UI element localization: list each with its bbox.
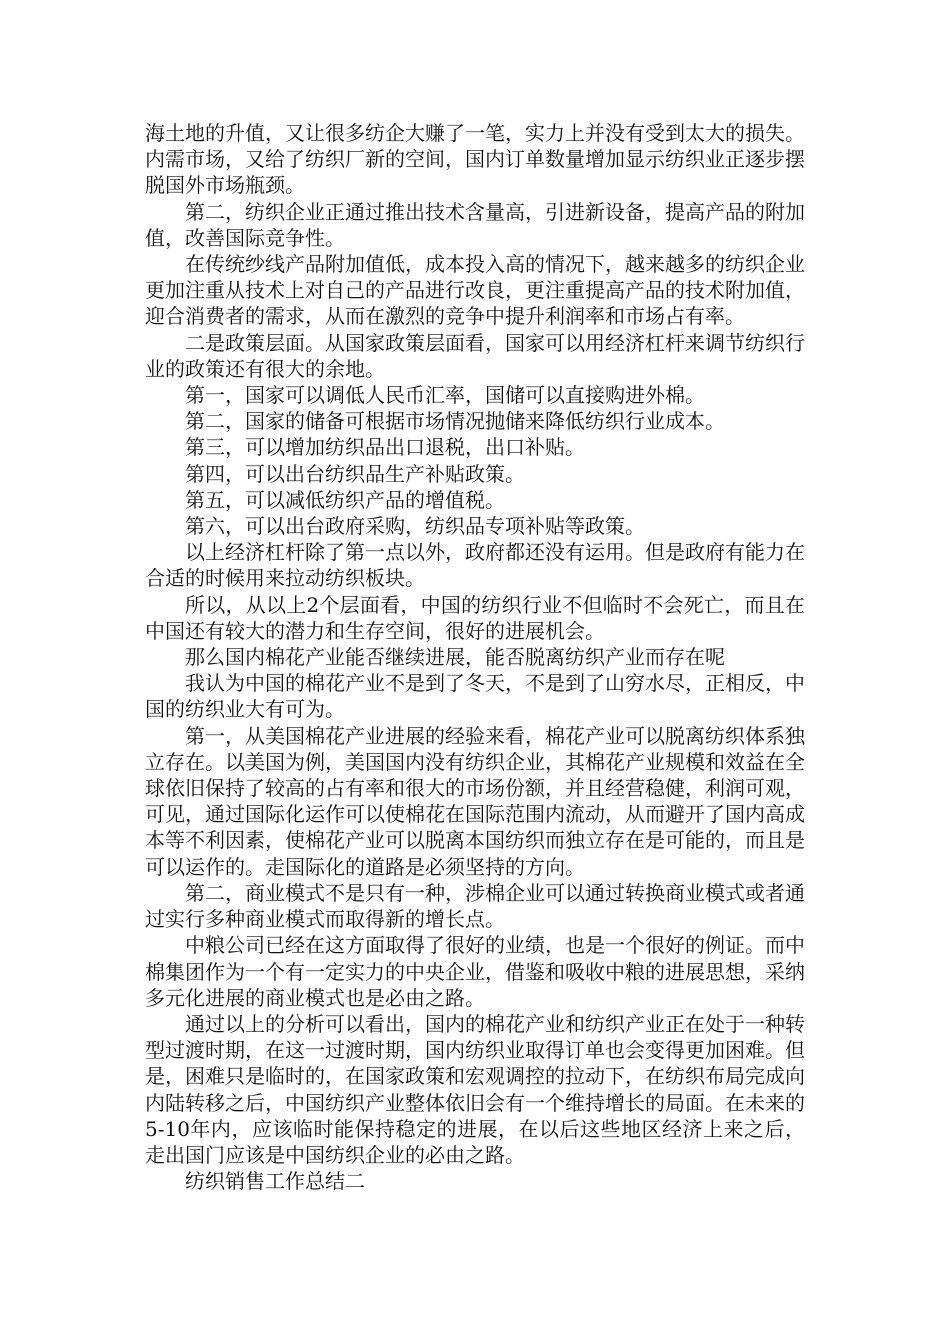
document-body bbox=[145, 120, 805, 1194]
paragraph: 第一，国家可以调低人民币汇率，国储可以直接购进外棉。 bbox=[185, 383, 705, 408]
paragraph: 第五，可以减低纺织产品的增值税。 bbox=[185, 487, 505, 512]
paragraph: 第六，可以出台政府采购，纺织品专项补贴等政策。 bbox=[185, 514, 645, 539]
paragraph: 在传统纱线产品附加值低，成本投入高的情况下，越来越多的纺织企业更加注重从技术上对自己的产品进行改良，更注重提高产品的技术附加值，迎合消费者的需求，从而在激烈的竞争中提升利润率和市场占有率。 bbox=[145, 252, 805, 329]
paragraph: 以上经济杠杆除了第一点以外，政府都还没有运用。但是政府有能力在合适的时候用来拉动纺织板块。 bbox=[145, 540, 805, 591]
paragraph: 第一，从美国棉花产业进展的经验来看，棉花产业可以脱离纺织体系独立存在。以美国为例，美国国内没有纺织企业，其棉花产业规模和效益在全球依旧保持了较高的占有率和很大的市场份额，并且经营稳健，利润可观，可见，通过国际化运作可以使棉花在国际范围内流动，从而避开了国内高成本等不利因素，使棉花产业可以脱离本国纺织而独立存在是可能的，而且是可以运作的。走国际化的道路是必须坚持的方向。 bbox=[145, 723, 805, 879]
paragraph: 二是政策层面。从国家政策层面看，国家可以用经济杠杆来调节纺织行业的政策还有很大的余地。 bbox=[145, 330, 805, 381]
paragraph: 第二，纺织企业正通过推出技术含量高，引进新设备，提高产品的附加值，改善国际竞争性。 bbox=[145, 199, 805, 250]
paragraph: 第三，可以增加纺织品出口退税，出口补贴。 bbox=[185, 435, 585, 460]
section-heading: 纺织销售工作总结二 bbox=[185, 1169, 365, 1194]
paragraph: 第四，可以出台纺织品生产补贴政策。 bbox=[185, 461, 525, 486]
paragraph: 我认为中国的棉花产业不是到了冬天，不是到了山穷水尽，正相反，中国的纺织业大有可为。 bbox=[145, 671, 805, 722]
paragraph: 那么国内棉花产业能否继续进展，能否脱离纺织产业而存在呢 bbox=[185, 645, 725, 670]
paragraph: 通过以上的分析可以看出，国内的棉花产业和纺织产业正在处于一种转型过渡时期，在这一过渡时期，国内纺织业取得订单也会变得更加困难。但是，困难只是临时的，在国家政策和宏观调控的拉动下，在纺织布局完成向内陆转移之后，中国纺织产业整体依旧会有一个维持增长的局面。在未来的5-10年内，应该临时能保持稳定的进展，在以后这些地区经济上来之后，走出国门应该是中国纺织企业的必由之路。 bbox=[145, 1011, 805, 1167]
paragraph-continuation: 海土地的升值，又让很多纺企大赚了一笔，实力上并没有受到太大的损失。内需市场，又给了纺织厂新的空间，国内订单数量增加显示纺织业正逐步摆脱国外市场瓶颈。 bbox=[145, 121, 805, 198]
paragraph: 所以，从以上2个层面看，中国的纺织行业不但临时不会死亡，而且在中国还有较大的潜力和生存空间，很好的进展机会。 bbox=[145, 592, 805, 643]
paragraph: 第二，国家的储备可根据市场情况抛储来降低纺织行业成本。 bbox=[185, 409, 725, 434]
paragraph: 中粮公司已经在这方面取得了很好的业绩，也是一个很好的例证。而中棉集团作为一个有一定实力的中央企业，借鉴和吸收中粮的进展思想，采纳多元化进展的商业模式也是必由之路。 bbox=[145, 933, 805, 1010]
paragraph: 第二，商业模式不是只有一种，涉棉企业可以通过转换商业模式或者通过实行多种商业模式而取得新的增长点。 bbox=[145, 880, 805, 932]
